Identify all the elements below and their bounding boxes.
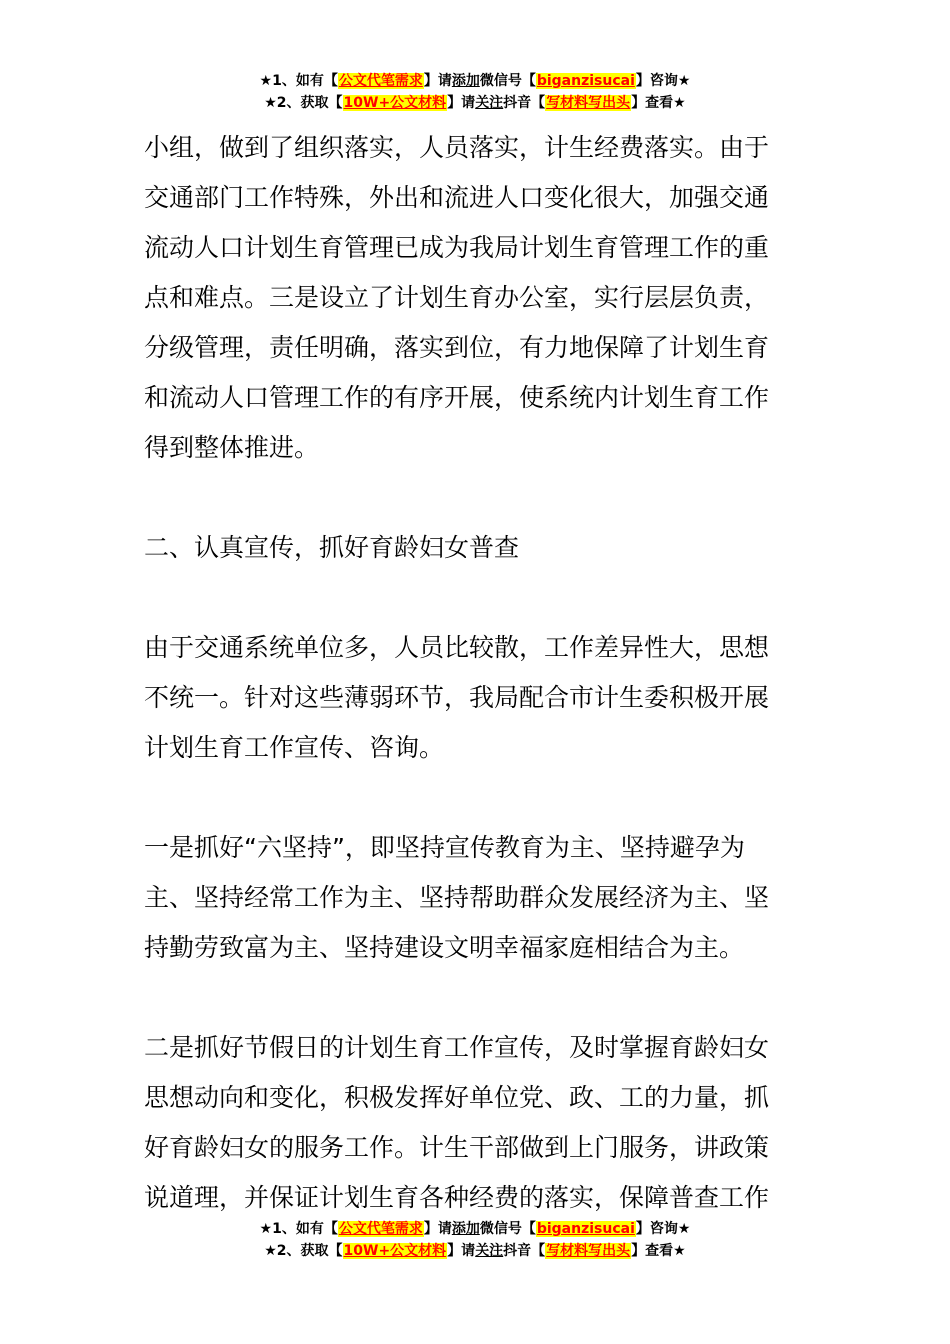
text-line: 一是抓好“六坚持”，即坚持宣传教育为主、坚持避孕为: [144, 833, 745, 862]
text-line: 和流动人口管理工作的有序开展，使系统内计划生育工作: [144, 383, 770, 412]
text-line: 二是抓好节假日的计划生育工作宣传，及时掌握育龄妇女: [144, 1033, 770, 1062]
banner-text: 】请: [423, 73, 452, 89]
banner-text: 】请: [423, 1221, 452, 1237]
underlined-text: 添加: [451, 73, 480, 89]
paragraph-4: [144, 1023, 814, 1223]
text-line: 主、坚持经常工作为主、坚持帮助群众发展经济为主、坚: [144, 883, 770, 912]
header-banner: [0, 70, 950, 114]
text-line: 由于交通系统单位多，人员比较散，工作差异性大，思想: [144, 633, 770, 662]
highlight-douyin-name: 写材料写出头: [546, 95, 631, 111]
underlined-text: 添加: [451, 1221, 480, 1237]
banner-text: ★1、如有【: [259, 73, 338, 89]
section-heading: [144, 523, 814, 573]
banner-text: 】咨询★: [635, 73, 691, 89]
paragraph-2: [144, 623, 814, 773]
banner-text: 抖音【: [503, 95, 546, 111]
text-line: 思想动向和变化，积极发挥好单位党、政、工的力量，抓: [144, 1083, 770, 1112]
text-line: 流动人口计划生育管理已成为我局计划生育管理工作的重: [144, 233, 770, 262]
highlight-douyin-name: 写材料写出头: [546, 1243, 631, 1259]
banner-text: ★2、获取【: [264, 1243, 343, 1259]
banner-text: 微信号【: [479, 1221, 536, 1237]
banner-text: ★1、如有【: [259, 1221, 338, 1237]
highlight-wechat-id: biganzisucai: [536, 73, 635, 89]
text-line: 小组，做到了组织落实，人员落实，计生经费落实。由于: [144, 133, 770, 162]
banner-line-1: [0, 1218, 950, 1240]
banner-text: 】查看★: [631, 95, 686, 111]
banner-line-2: [0, 92, 950, 114]
text-line: 得到整体推进。: [144, 433, 320, 462]
banner-text: ★2、获取【: [264, 95, 343, 111]
text-line: 分级管理，责任明确，落实到位，有力地保障了计划生育: [144, 333, 770, 362]
underlined-text: 关注: [475, 1243, 504, 1259]
footer-banner: [0, 1218, 950, 1262]
banner-text: 】请: [447, 95, 476, 111]
banner-text: 】请: [447, 1243, 476, 1259]
banner-line-1: [0, 70, 950, 92]
text-line: 不统一。针对这些薄弱环节，我局配合市计生委积极开展: [144, 683, 770, 712]
text-line: 好育龄妇女的服务工作。计生干部做到上门服务，讲政策: [144, 1133, 770, 1162]
highlight-materials: 10W+公文材料: [343, 1243, 447, 1259]
heading-text: 二、认真宣传，抓好育龄妇女普查: [144, 533, 520, 562]
banner-line-2: [0, 1240, 950, 1262]
highlight-service: 公文代笔需求: [338, 73, 423, 89]
document-body: [144, 123, 814, 1223]
highlight-materials: 10W+公文材料: [343, 95, 447, 111]
text-line: 交通部门工作特殊，外出和流进人口变化很大，加强交通: [144, 183, 770, 212]
highlight-service: 公文代笔需求: [338, 1221, 423, 1237]
text-line: 点和难点。三是设立了计划生育办公室，实行层层负责，: [144, 283, 770, 312]
banner-text: 微信号【: [479, 73, 536, 89]
banner-text: 】查看★: [631, 1243, 686, 1259]
text-line: 计划生育工作宣传、咨询。: [144, 733, 445, 762]
banner-text: 抖音【: [503, 1243, 546, 1259]
text-line: 说道理，并保证计划生育各种经费的落实，保障普查工作: [144, 1183, 770, 1212]
paragraph-1: [144, 123, 814, 473]
paragraph-3: [144, 823, 814, 973]
underlined-text: 关注: [475, 95, 504, 111]
banner-text: 】咨询★: [635, 1221, 691, 1237]
highlight-wechat-id: biganzisucai: [536, 1221, 635, 1237]
text-line: 持勤劳致富为主、坚持建设文明幸福家庭相结合为主。: [144, 933, 745, 962]
